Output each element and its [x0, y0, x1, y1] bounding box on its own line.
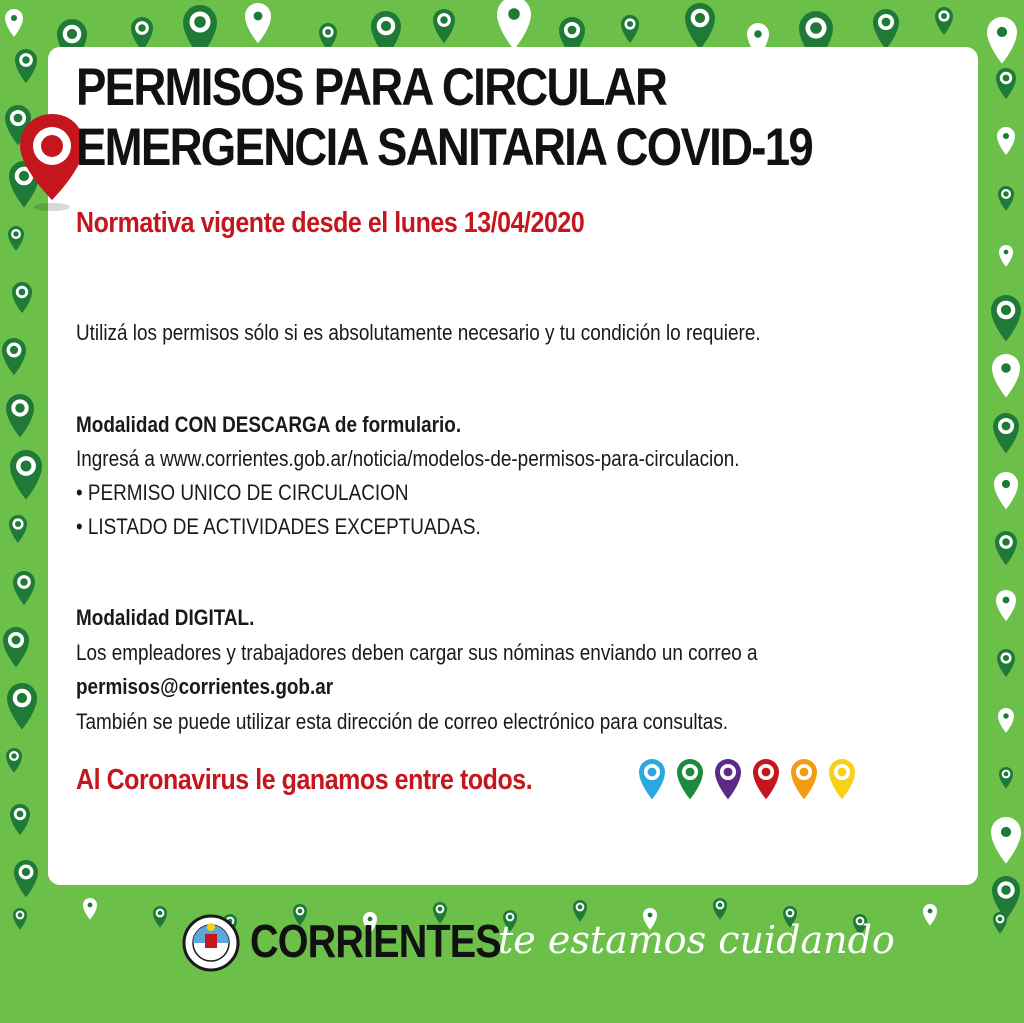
map-pin-icon [7, 683, 37, 730]
map-pin-icon [433, 9, 455, 43]
map-pin-icon [6, 394, 34, 437]
map-pin-icon [685, 3, 715, 50]
map-pin-icon [715, 759, 741, 799]
download-heading: Modalidad CON DESCARGA de formulario. [76, 412, 462, 437]
map-pin-icon [497, 0, 531, 50]
title-line-2: EMERGENCIA SANITARIA COVID-19 [76, 118, 813, 177]
map-pin-icon [8, 226, 24, 251]
page-title [76, 58, 812, 178]
map-pin-icon [791, 759, 817, 799]
bullet-item: • LISTADO DE ACTIVIDADES EXCEPTUADAS. [76, 514, 481, 539]
map-pin-icon [996, 590, 1016, 621]
brand-slogan: te estamos cuidando [498, 918, 895, 962]
government-seal-icon [182, 910, 240, 980]
map-pin-icon [992, 876, 1020, 919]
download-url-text: Ingresá a www.corrientes.gob.ar/noticia/modelos-de-permisos-para-circulacion. [76, 446, 740, 471]
map-pin-icon [998, 708, 1014, 733]
map-pin-icon [10, 450, 42, 500]
intro-text: Utilizá los permisos sólo si es absolutamente necesario y tu condición lo requiere. [76, 320, 761, 345]
map-pin-icon [6, 748, 22, 773]
map-pin-icon [13, 571, 35, 605]
digital-heading: Modalidad DIGITAL. [76, 605, 255, 630]
map-pin-icon [10, 804, 30, 835]
map-pin-icon [9, 515, 27, 543]
map-pin-icon [991, 817, 1021, 864]
map-pin-icon [83, 898, 97, 920]
map-pin-icon [995, 531, 1017, 565]
map-pin-icon [992, 354, 1020, 397]
colored-pins-row [636, 756, 866, 804]
footer-brand [182, 908, 895, 988]
map-pin-icon [993, 912, 1007, 934]
title-line-1: PERMISOS PARA CIRCULAR [76, 58, 667, 117]
map-pin-icon [999, 245, 1013, 267]
map-pin-icon [639, 759, 665, 799]
map-pin-icon [873, 9, 899, 49]
map-pin-icon [991, 295, 1021, 342]
bullet-item: • PERMISO UNICO DE CIRCULACION [76, 480, 409, 505]
map-pin-icon [5, 9, 23, 37]
map-pin-icon [994, 472, 1018, 509]
map-pin-icon [2, 338, 26, 375]
map-pin-icon [999, 767, 1013, 789]
email-address: permisos@corrientes.gob.ar [76, 674, 334, 699]
map-pin-icon [677, 759, 703, 799]
motto: Al Coronavirus le ganamos entre todos. [76, 764, 533, 796]
map-pin-icon [14, 860, 38, 897]
brand-name: CORRIENTES [250, 915, 501, 967]
map-pin-icon [245, 3, 271, 43]
map-pin-icon [997, 649, 1015, 677]
map-pin-icon [753, 759, 779, 799]
map-pin-icon [15, 49, 37, 83]
map-pin-icon [13, 908, 27, 930]
map-pin-icon [12, 282, 32, 313]
map-pin-icon [3, 627, 29, 667]
map-pin-icon [987, 17, 1017, 64]
subtitle: Normativa vigente desde el lunes 13/04/2020 [76, 207, 585, 239]
map-pin-icon [993, 413, 1019, 453]
map-pin-icon [935, 7, 953, 35]
map-pin-icon [998, 186, 1014, 211]
map-pin-icon [131, 17, 153, 51]
map-pin-icon [829, 759, 855, 799]
map-pin-icon [996, 68, 1016, 99]
map-pin-icon [621, 15, 639, 43]
map-pin-icon [997, 127, 1015, 155]
digital-text: Los empleadores y trabajadores deben cargar sus nóminas enviando un correo a [76, 640, 758, 665]
map-pin-icon [153, 906, 167, 928]
map-pin-icon [923, 904, 937, 926]
digital-consult-text: También se puede utilizar esta dirección de correo electrónico para consultas. [76, 709, 729, 734]
